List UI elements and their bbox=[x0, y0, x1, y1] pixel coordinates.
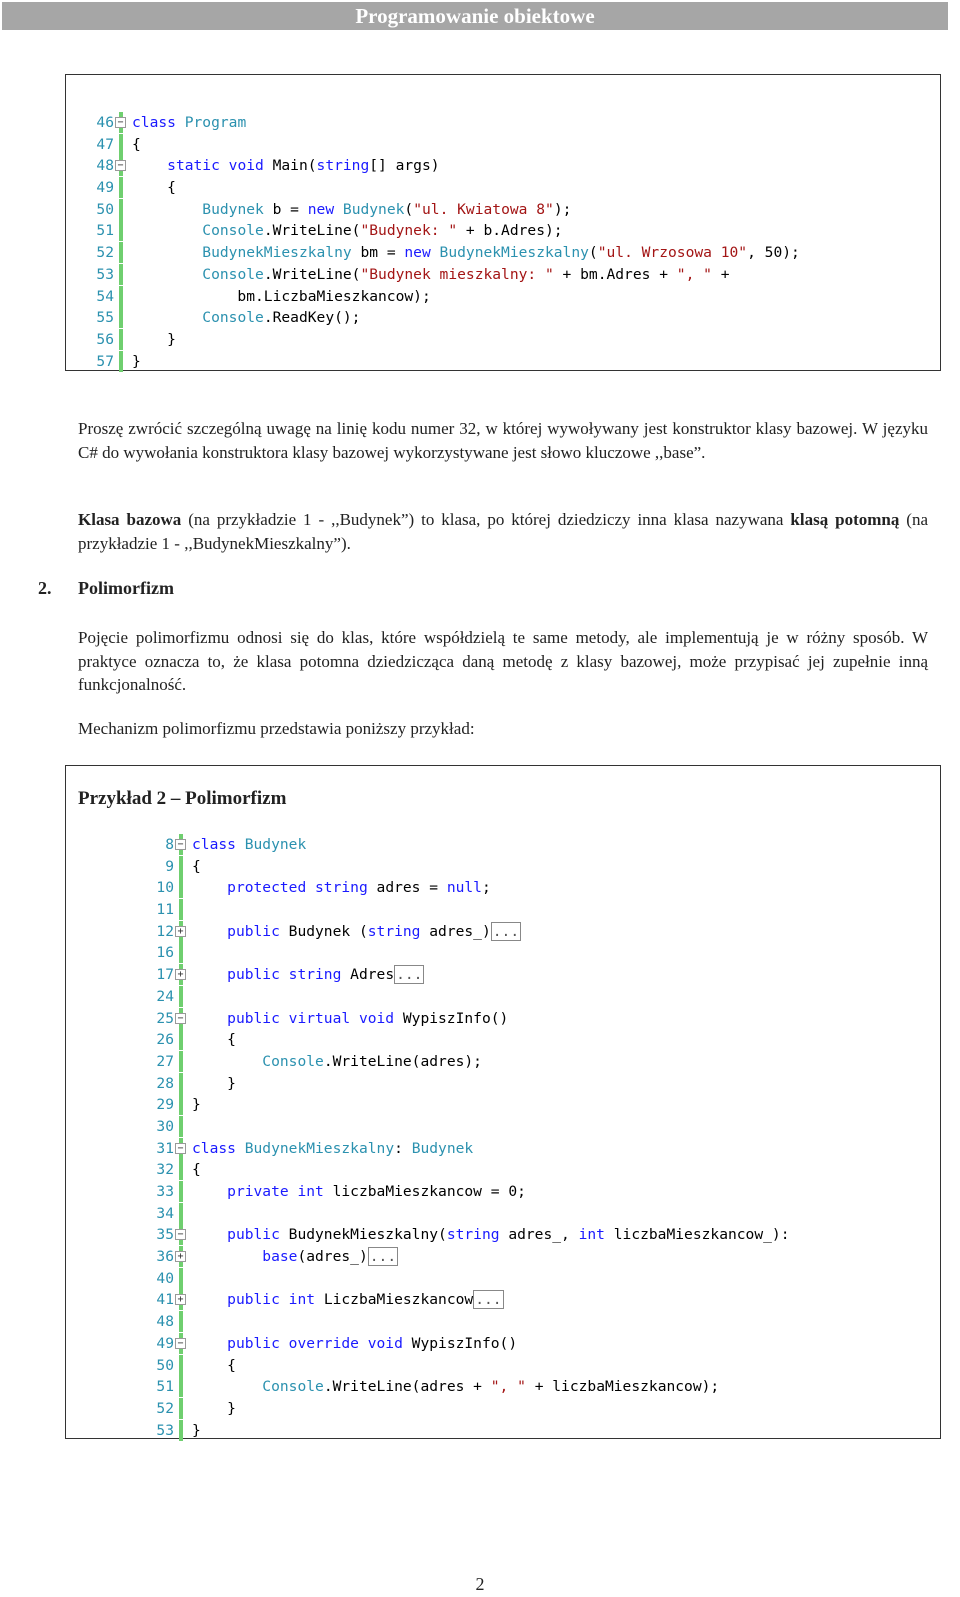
line-number: 8 bbox=[165, 836, 174, 853]
code-text: public virtual void WypiszInfo() bbox=[227, 1009, 509, 1027]
code-line bbox=[140, 877, 789, 899]
code-line bbox=[140, 942, 789, 964]
code-line bbox=[140, 1398, 789, 1420]
code-text: static void Main(string[] args) bbox=[167, 157, 440, 175]
paragraph-base-note: Proszę zwrócić szczególną uwagę na linię kodu numer 32, w której wywoływany jest konstruktor klasy bazowej. W języku C# do wywołania konstruktora klasy bazowej wykorzystywane jest słowo kluczowe ,,base”. bbox=[78, 419, 928, 462]
code-line bbox=[140, 856, 789, 878]
collapse-icon[interactable]: − bbox=[174, 1138, 192, 1159]
code-line bbox=[140, 921, 789, 943]
code-text: } bbox=[192, 1399, 236, 1417]
line-number: 54 bbox=[96, 287, 114, 305]
code-text: { bbox=[192, 857, 201, 875]
fold-guide bbox=[174, 899, 192, 920]
code-text: public string Adres ... bbox=[227, 966, 423, 984]
code-text: class Program bbox=[132, 114, 247, 131]
expand-icon[interactable]: + bbox=[174, 921, 192, 942]
code-line bbox=[140, 1355, 789, 1377]
line-number: 9 bbox=[165, 857, 174, 875]
code-text: { bbox=[192, 1356, 236, 1374]
line-number: 53 bbox=[156, 1421, 174, 1439]
code-line bbox=[80, 177, 800, 199]
collapse-icon[interactable]: − bbox=[174, 1333, 192, 1354]
fold-guide bbox=[114, 307, 132, 328]
code-text: { bbox=[192, 1161, 201, 1179]
code-line bbox=[140, 1246, 789, 1268]
code-text: { bbox=[132, 135, 141, 153]
code-line bbox=[140, 1311, 789, 1333]
line-number: 48 bbox=[96, 157, 114, 175]
fold-guide bbox=[114, 220, 132, 241]
line-number: 33 bbox=[156, 1183, 174, 1200]
code-line bbox=[140, 1094, 789, 1116]
code-line bbox=[80, 351, 800, 373]
expand-icon[interactable]: + bbox=[174, 964, 192, 985]
example-title: Przykład 2 – Polimorfizm bbox=[78, 788, 287, 809]
code-text: base(adres_) ... bbox=[262, 1248, 397, 1266]
code-text: class BudynekMieszkalny: Budynek bbox=[192, 1139, 474, 1157]
line-number: 40 bbox=[156, 1269, 174, 1287]
code-text: Console.ReadKey(); bbox=[202, 309, 361, 327]
code-line bbox=[140, 1008, 789, 1030]
fold-guide bbox=[174, 1159, 192, 1180]
line-number: 52 bbox=[156, 1399, 174, 1417]
header-title: Programowanie obiektowe bbox=[355, 4, 595, 28]
line-number: 30 bbox=[156, 1117, 174, 1135]
line-number: 31 bbox=[156, 1139, 174, 1157]
code-line bbox=[80, 242, 800, 264]
code-text: Console.WriteLine("Budynek: " + b.Adres); bbox=[202, 222, 563, 240]
code-line bbox=[140, 1268, 789, 1290]
line-number: 49 bbox=[96, 179, 114, 197]
code-line bbox=[140, 1289, 789, 1311]
term-derived-class: klasą potomną bbox=[790, 510, 900, 529]
code-text: public override void WypiszInfo() bbox=[227, 1334, 518, 1352]
fold-guide bbox=[174, 1203, 192, 1224]
code-line bbox=[80, 307, 800, 329]
line-number: 28 bbox=[156, 1074, 174, 1092]
collapse-icon[interactable]: − bbox=[174, 834, 192, 855]
code-line bbox=[140, 1420, 789, 1442]
line-number: 10 bbox=[156, 879, 174, 897]
line-number: 32 bbox=[156, 1161, 174, 1179]
code-text: { bbox=[192, 1031, 236, 1049]
fold-guide bbox=[114, 134, 132, 155]
fold-guide bbox=[174, 942, 192, 963]
fold-guide bbox=[174, 1094, 192, 1115]
code-screenshot-1 bbox=[65, 74, 941, 371]
code-text: } bbox=[192, 1096, 201, 1114]
fold-guide bbox=[174, 1073, 192, 1094]
code-text: protected string adres = null; bbox=[227, 879, 491, 897]
line-number: 49 bbox=[156, 1334, 174, 1352]
text-segment: (na przykładzie 1 - ,,Budynek”) to klasa, po której dziedziczy inna klasa nazywana bbox=[181, 510, 791, 529]
line-number: 11 bbox=[156, 901, 174, 919]
fold-guide bbox=[174, 1355, 192, 1376]
line-number: 57 bbox=[96, 352, 114, 370]
code-line bbox=[140, 1224, 789, 1246]
line-number: 52 bbox=[96, 244, 114, 262]
line-number: 56 bbox=[96, 330, 114, 348]
fold-guide bbox=[114, 177, 132, 198]
code-line bbox=[140, 1376, 789, 1398]
fold-guide bbox=[174, 1116, 192, 1137]
code-text: BudynekMieszkalny bm = new BudynekMieszkalny("ul. Wrzosowa 10", 50); bbox=[202, 244, 800, 262]
code-text: public int LiczbaMieszkancow ... bbox=[227, 1291, 502, 1309]
code-line bbox=[140, 1203, 789, 1225]
code-line bbox=[140, 1116, 789, 1138]
section-number: 2. bbox=[38, 578, 52, 598]
fold-guide bbox=[174, 1029, 192, 1050]
fold-guide bbox=[174, 986, 192, 1007]
code-text: Console.WriteLine(adres + ", " + liczbaMieszkancow); bbox=[262, 1378, 720, 1396]
code-line bbox=[140, 1138, 789, 1160]
paragraph-mechanism: Mechanizm polimorfizmu przedstawia poniższy przykład: bbox=[78, 719, 475, 738]
fold-guide bbox=[174, 1420, 192, 1441]
code-line bbox=[140, 834, 789, 856]
collapse-icon[interactable]: − bbox=[174, 1008, 192, 1029]
fold-guide bbox=[114, 199, 132, 220]
line-number: 34 bbox=[156, 1204, 174, 1222]
line-number: 55 bbox=[96, 309, 114, 327]
fold-guide bbox=[174, 856, 192, 877]
code-block-polymorphism bbox=[140, 834, 789, 1441]
code-text: Console.WriteLine(adres); bbox=[262, 1052, 482, 1070]
code-line bbox=[80, 199, 800, 221]
line-number: 36 bbox=[156, 1248, 174, 1266]
code-text: { bbox=[132, 179, 176, 197]
document-header bbox=[2, 2, 948, 30]
line-number: 29 bbox=[156, 1096, 174, 1114]
code-line bbox=[80, 134, 800, 156]
fold-guide bbox=[174, 1311, 192, 1332]
line-number: 51 bbox=[156, 1378, 174, 1396]
code-block-program bbox=[80, 112, 800, 372]
line-number: 26 bbox=[156, 1031, 174, 1049]
code-line bbox=[140, 1029, 789, 1051]
line-number: 50 bbox=[156, 1356, 174, 1374]
line-number: 47 bbox=[96, 135, 114, 153]
code-text: class Budynek bbox=[192, 836, 307, 853]
code-text: Budynek b = new Budynek("ul. Kwiatowa 8"); bbox=[202, 200, 572, 218]
code-line bbox=[140, 1051, 789, 1073]
code-line bbox=[80, 155, 800, 177]
code-text: public Budynek (string adres_) ... bbox=[227, 922, 520, 940]
fold-guide bbox=[114, 286, 132, 307]
paragraph-base-class bbox=[78, 508, 928, 555]
line-number: 35 bbox=[156, 1226, 174, 1244]
code-text: } bbox=[132, 330, 176, 348]
code-text: } bbox=[192, 1074, 236, 1092]
code-line bbox=[140, 1159, 789, 1181]
line-number: 16 bbox=[156, 944, 174, 962]
fold-guide bbox=[174, 1181, 192, 1202]
code-line bbox=[80, 264, 800, 286]
collapse-icon[interactable]: − bbox=[114, 112, 132, 133]
code-line bbox=[80, 286, 800, 308]
fold-guide bbox=[174, 1376, 192, 1397]
line-number: 17 bbox=[156, 966, 174, 984]
collapse-icon[interactable]: − bbox=[114, 155, 132, 176]
fold-guide bbox=[114, 242, 132, 263]
code-text: } bbox=[132, 352, 141, 370]
paragraph-polymorphism: Pojęcie polimorfizmu odnosi się do klas, które współdzielą te same metody, ale implementują je w różny sposób. W praktyce oznacza to, że klasa potomna dziedzicząca daną metodę z klasy bazowej, może przypisać jej zupełnie inną funkcjonalność. bbox=[78, 628, 928, 694]
line-number: 46 bbox=[96, 114, 114, 131]
code-text: Console.WriteLine("Budynek mieszkalny: " + bm.Adres + ", " + bbox=[202, 265, 730, 283]
code-line bbox=[140, 1333, 789, 1355]
code-text: } bbox=[192, 1421, 201, 1439]
line-number: 48 bbox=[156, 1313, 174, 1331]
code-text: public BudynekMieszkalny(string adres_, int liczbaMieszkancow_): bbox=[227, 1226, 790, 1244]
section-title: Polimorfizm bbox=[78, 578, 174, 598]
line-number: 51 bbox=[96, 222, 114, 240]
fold-guide bbox=[174, 877, 192, 898]
line-number: 41 bbox=[156, 1291, 174, 1309]
line-number: 25 bbox=[156, 1009, 174, 1027]
code-line bbox=[140, 1073, 789, 1095]
text-segment: (na przykładzie 1 - ,,BudynekMieszkalny”). bbox=[78, 510, 928, 553]
code-line bbox=[140, 1181, 789, 1203]
line-number: 12 bbox=[156, 922, 174, 940]
code-line bbox=[140, 899, 789, 921]
code-line bbox=[80, 112, 800, 134]
fold-guide bbox=[174, 1398, 192, 1419]
code-line bbox=[80, 329, 800, 351]
expand-icon[interactable]: + bbox=[174, 1289, 192, 1310]
line-number: 24 bbox=[156, 987, 174, 1005]
code-line bbox=[140, 964, 789, 986]
expand-icon[interactable]: + bbox=[174, 1246, 192, 1267]
code-line bbox=[80, 220, 800, 242]
code-text: private int liczbaMieszkancow = 0; bbox=[227, 1183, 526, 1200]
fold-guide bbox=[174, 1268, 192, 1289]
line-number: 27 bbox=[156, 1052, 174, 1070]
code-line bbox=[140, 986, 789, 1008]
collapse-icon[interactable]: − bbox=[174, 1224, 192, 1245]
fold-guide bbox=[114, 351, 132, 372]
fold-guide bbox=[114, 329, 132, 350]
fold-guide bbox=[114, 264, 132, 285]
line-number: 50 bbox=[96, 200, 114, 218]
page-number: 2 bbox=[475, 1574, 485, 1594]
line-number: 53 bbox=[96, 265, 114, 283]
term-base-class: Klasa bazowa bbox=[78, 510, 182, 529]
code-text: bm.LiczbaMieszkancow); bbox=[132, 287, 431, 305]
fold-guide bbox=[174, 1051, 192, 1072]
